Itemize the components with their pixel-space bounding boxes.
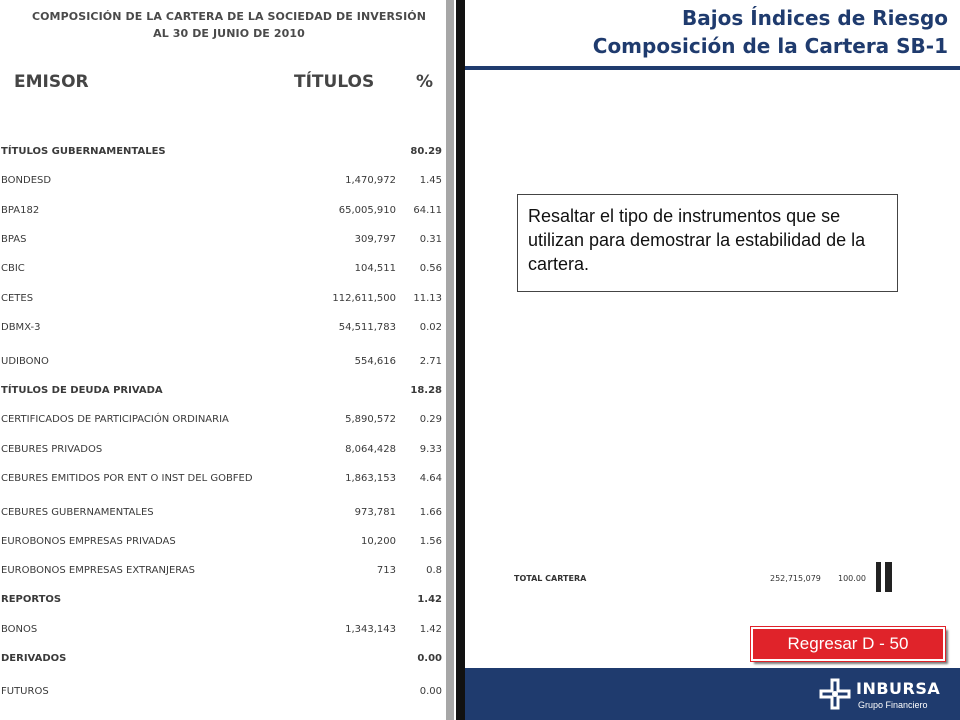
table-row [0, 444, 446, 460]
row-percent: 2.71 [419, 356, 442, 367]
logo-subtitle: Grupo Financiero [858, 700, 928, 710]
row-titulos: 1,863,153 [345, 473, 396, 484]
row-emisor: TÍTULOS DE DEUDA PRIVADA [1, 385, 163, 396]
inbursa-logo-icon [818, 677, 852, 711]
row-titulos: 309,797 [354, 234, 396, 245]
table-row [0, 146, 446, 162]
row-emisor: EUROBONOS EMPRESAS EXTRANJERAS [1, 565, 195, 576]
scanned-portfolio-document [0, 0, 446, 720]
row-titulos: 65,005,910 [338, 205, 396, 216]
divider-bar-dark [456, 0, 465, 720]
logo-wordmark: INBURSA [856, 679, 941, 698]
column-header-titulos: TÍTULOS [294, 72, 375, 92]
row-titulos: 112,611,500 [332, 293, 396, 304]
row-titulos: 5,890,572 [345, 414, 396, 425]
table-row [0, 234, 446, 250]
row-titulos: 8,064,428 [345, 444, 396, 455]
table-row [0, 385, 446, 401]
slide-title-line2: Composición de la Cartera SB-1 [592, 34, 948, 58]
table-row [0, 356, 446, 372]
row-percent: 1.42 [419, 624, 442, 635]
total-percent: 100.00 [838, 574, 866, 583]
title-underline [465, 66, 960, 70]
row-emisor: UDIBONO [1, 356, 49, 367]
double-bar-mark [876, 562, 894, 592]
callout-note: Resaltar el tipo de instrumentos que se utilizan para demostrar la estabilidad de la cartera. [517, 194, 898, 292]
row-emisor: REPORTOS [1, 594, 62, 605]
row-percent: 0.02 [419, 322, 442, 333]
row-emisor: BONDESD [1, 175, 52, 186]
row-emisor: BONOS [1, 624, 38, 635]
table-row [0, 624, 446, 640]
table-row [0, 594, 446, 610]
back-button[interactable]: Regresar D - 50 [751, 627, 945, 661]
table-row [0, 536, 446, 552]
slide-title-line1: Bajos Índices de Riesgo [682, 6, 948, 30]
slide-title [593, 4, 948, 60]
row-titulos: 104,511 [354, 263, 396, 274]
table-row [0, 565, 446, 581]
row-percent: 64.11 [413, 205, 442, 216]
row-titulos: 713 [376, 565, 396, 576]
total-titulos: 252,715,079 [770, 574, 821, 583]
table-row [0, 293, 446, 309]
table-row [0, 322, 446, 338]
row-percent: 4.64 [419, 473, 442, 484]
row-emisor: DERIVADOS [1, 653, 67, 664]
document-heading-line1: COMPOSICIÓN DE LA CARTERA DE LA SOCIEDAD DE INVERSIÓN [31, 10, 427, 23]
row-titulos: 1,343,143 [345, 624, 396, 635]
row-titulos: 973,781 [354, 507, 396, 518]
row-emisor: CEBURES PRIVADOS [1, 444, 103, 455]
row-emisor: CERTIFICADOS DE PARTICIPACIÓN ORDINARIA [1, 414, 229, 425]
table-row [0, 653, 446, 669]
row-emisor: CEBURES GUBERNAMENTALES [1, 507, 154, 518]
table-row [0, 175, 446, 191]
brand-logo [818, 675, 960, 715]
row-percent: 0.00 [419, 686, 442, 697]
table-row [0, 263, 446, 279]
row-percent: 1.56 [419, 536, 442, 547]
row-titulos: 1,470,972 [345, 175, 396, 186]
row-percent: 9.33 [419, 444, 442, 455]
row-titulos: 10,200 [361, 536, 396, 547]
row-emisor: CETES [1, 293, 34, 304]
table-row [0, 686, 446, 702]
row-percent: 1.42 [417, 594, 442, 605]
divider-bar [446, 0, 454, 720]
row-titulos: 54,511,783 [338, 322, 396, 333]
row-percent: 80.29 [410, 146, 442, 157]
table-row [0, 205, 446, 221]
row-percent: 1.66 [419, 507, 442, 518]
document-heading-line2: AL 30 DE JUNIO DE 2010 [153, 27, 305, 40]
row-emisor: FUTUROS [1, 686, 49, 697]
row-emisor: EUROBONOS EMPRESAS PRIVADAS [1, 536, 176, 547]
column-header-percent: % [416, 72, 434, 92]
column-header-emisor: EMISOR [14, 72, 89, 92]
row-emisor: DBMX-3 [1, 322, 41, 333]
row-titulos: 554,616 [354, 356, 396, 367]
total-label: TOTAL CARTERA [514, 574, 587, 583]
table-row [0, 473, 446, 489]
row-percent: 18.28 [410, 385, 442, 396]
row-emisor: BPAS [1, 234, 27, 245]
row-percent: 0.56 [419, 263, 442, 274]
row-percent: 0.29 [419, 414, 442, 425]
row-percent: 0.31 [419, 234, 442, 245]
row-emisor: CEBURES EMITIDOS POR ENT O INST DEL GOBFED [1, 473, 253, 484]
table-row [0, 414, 446, 430]
row-percent: 0.00 [417, 653, 442, 664]
row-percent: 11.13 [413, 293, 442, 304]
row-emisor: CBIC [1, 263, 25, 274]
table-row [0, 507, 446, 523]
row-emisor: BPA182 [1, 205, 40, 216]
row-percent: 0.8 [426, 565, 442, 576]
document-heading [14, 8, 444, 42]
row-percent: 1.45 [419, 175, 442, 186]
row-emisor: TÍTULOS GUBERNAMENTALES [1, 146, 166, 157]
